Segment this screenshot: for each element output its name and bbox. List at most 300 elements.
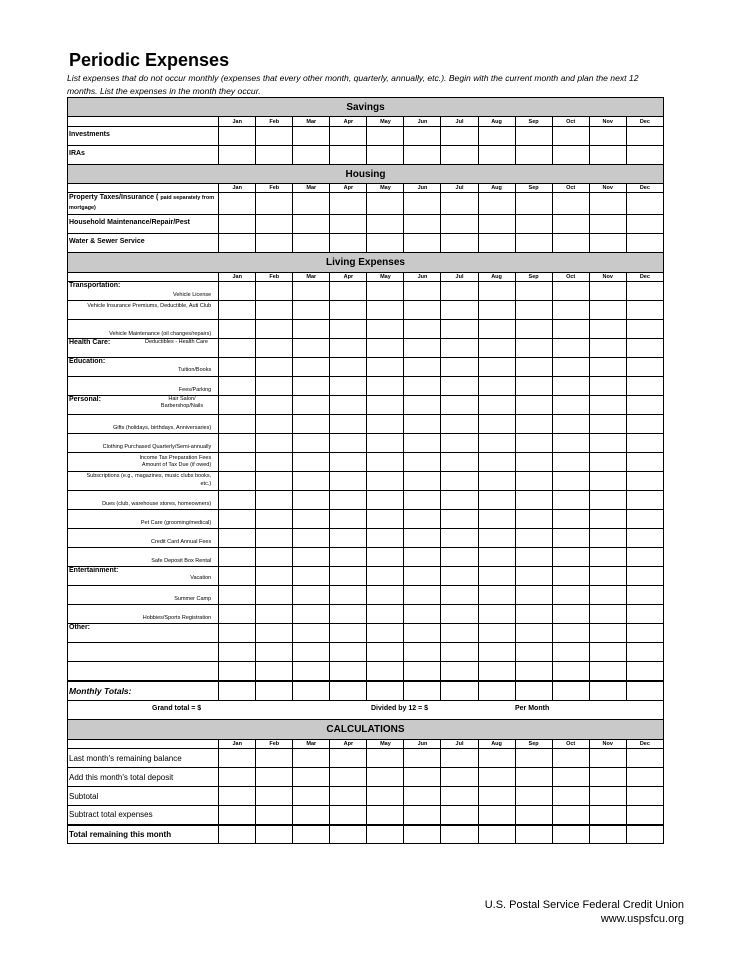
entry-cell-sep[interactable] [515,127,552,146]
entry-cell-may[interactable] [367,586,404,605]
entry-cell-jun[interactable] [404,529,441,548]
entry-cell-sep[interactable] [515,453,552,472]
entry-cell-jun[interactable] [404,339,441,358]
entry-cell-oct[interactable] [552,662,589,681]
entry-cell-nov[interactable] [589,358,626,377]
entry-cell-mar[interactable] [293,749,330,768]
entry-cell-dec[interactable] [626,548,663,567]
entry-cell-aug[interactable] [478,127,515,146]
entry-cell-jan[interactable] [219,215,256,234]
entry-cell-nov[interactable] [589,434,626,453]
entry-cell-jan[interactable] [219,768,256,787]
entry-cell-nov[interactable] [589,567,626,586]
entry-cell-nov[interactable] [589,377,626,396]
entry-cell-mar[interactable] [293,567,330,586]
entry-cell-aug[interactable] [478,415,515,434]
entry-cell-mar[interactable] [293,768,330,787]
entry-cell-oct[interactable] [552,358,589,377]
entry-cell-may[interactable] [367,825,404,844]
entry-cell-apr[interactable] [330,548,367,567]
entry-cell-jul[interactable] [441,567,478,586]
entry-cell-dec[interactable] [626,193,663,215]
entry-cell-jul[interactable] [441,396,478,415]
entry-cell-feb[interactable] [256,320,293,339]
entry-cell-apr[interactable] [330,825,367,844]
entry-cell-nov[interactable] [589,787,626,806]
entry-cell-jan[interactable] [219,358,256,377]
entry-cell-jan[interactable] [219,472,256,491]
entry-cell-nov[interactable] [589,605,626,624]
entry-cell-mar[interactable] [293,605,330,624]
entry-cell-apr[interactable] [330,358,367,377]
entry-cell-apr[interactable] [330,643,367,662]
entry-cell-mar[interactable] [293,806,330,825]
entry-cell-mar[interactable] [293,787,330,806]
entry-cell-mar[interactable] [293,681,330,701]
entry-cell-oct[interactable] [552,586,589,605]
entry-cell-jun[interactable] [404,681,441,701]
entry-cell-oct[interactable] [552,825,589,844]
entry-cell-nov[interactable] [589,215,626,234]
entry-cell-jul[interactable] [441,605,478,624]
entry-cell-nov[interactable] [589,472,626,491]
entry-cell-may[interactable] [367,529,404,548]
entry-cell-sep[interactable] [515,586,552,605]
entry-cell-apr[interactable] [330,396,367,415]
entry-cell-jun[interactable] [404,146,441,165]
entry-cell-apr[interactable] [330,146,367,165]
entry-cell-apr[interactable] [330,567,367,586]
entry-cell-apr[interactable] [330,605,367,624]
entry-cell-jul[interactable] [441,301,478,320]
entry-cell-jun[interactable] [404,624,441,643]
entry-cell-apr[interactable] [330,453,367,472]
entry-cell-feb[interactable] [256,662,293,681]
entry-cell-jan[interactable] [219,681,256,701]
entry-cell-aug[interactable] [478,806,515,825]
entry-cell-jan[interactable] [219,605,256,624]
entry-cell-feb[interactable] [256,825,293,844]
entry-cell-feb[interactable] [256,453,293,472]
entry-cell-jan[interactable] [219,624,256,643]
entry-cell-jan[interactable] [219,234,256,253]
entry-cell-sep[interactable] [515,662,552,681]
entry-cell-jul[interactable] [441,377,478,396]
entry-cell-may[interactable] [367,193,404,215]
entry-cell-jun[interactable] [404,643,441,662]
entry-cell-dec[interactable] [626,339,663,358]
entry-cell-jun[interactable] [404,548,441,567]
entry-cell-may[interactable] [367,491,404,510]
entry-cell-apr[interactable] [330,681,367,701]
entry-cell-dec[interactable] [626,377,663,396]
entry-cell-feb[interactable] [256,193,293,215]
entry-cell-jan[interactable] [219,320,256,339]
entry-cell-sep[interactable] [515,806,552,825]
entry-cell-jan[interactable] [219,491,256,510]
entry-cell-jul[interactable] [441,127,478,146]
entry-cell-feb[interactable] [256,434,293,453]
entry-cell-aug[interactable] [478,605,515,624]
entry-cell-mar[interactable] [293,529,330,548]
entry-cell-sep[interactable] [515,320,552,339]
entry-cell-oct[interactable] [552,643,589,662]
entry-cell-oct[interactable] [552,146,589,165]
entry-cell-jan[interactable] [219,396,256,415]
entry-cell-jul[interactable] [441,548,478,567]
entry-cell-oct[interactable] [552,768,589,787]
entry-cell-sep[interactable] [515,605,552,624]
entry-cell-sep[interactable] [515,377,552,396]
entry-cell-feb[interactable] [256,282,293,301]
entry-cell-jul[interactable] [441,825,478,844]
entry-cell-aug[interactable] [478,282,515,301]
entry-cell-sep[interactable] [515,396,552,415]
entry-cell-apr[interactable] [330,662,367,681]
entry-cell-mar[interactable] [293,825,330,844]
entry-cell-sep[interactable] [515,529,552,548]
entry-cell-apr[interactable] [330,234,367,253]
entry-cell-jul[interactable] [441,529,478,548]
entry-cell-jul[interactable] [441,624,478,643]
entry-cell-sep[interactable] [515,234,552,253]
entry-cell-nov[interactable] [589,453,626,472]
entry-cell-mar[interactable] [293,301,330,320]
entry-cell-oct[interactable] [552,491,589,510]
entry-cell-nov[interactable] [589,415,626,434]
entry-cell-sep[interactable] [515,146,552,165]
entry-cell-mar[interactable] [293,377,330,396]
entry-cell-mar[interactable] [293,358,330,377]
entry-cell-mar[interactable] [293,127,330,146]
entry-cell-dec[interactable] [626,396,663,415]
entry-cell-aug[interactable] [478,529,515,548]
entry-cell-dec[interactable] [626,127,663,146]
entry-cell-dec[interactable] [626,234,663,253]
entry-cell-feb[interactable] [256,510,293,529]
entry-cell-dec[interactable] [626,624,663,643]
entry-cell-oct[interactable] [552,605,589,624]
entry-cell-dec[interactable] [626,510,663,529]
entry-cell-jul[interactable] [441,234,478,253]
entry-cell-dec[interactable] [626,681,663,701]
entry-cell-sep[interactable] [515,681,552,701]
entry-cell-dec[interactable] [626,749,663,768]
entry-cell-jun[interactable] [404,358,441,377]
entry-cell-may[interactable] [367,806,404,825]
entry-cell-dec[interactable] [626,605,663,624]
entry-cell-mar[interactable] [293,339,330,358]
entry-cell-dec[interactable] [626,146,663,165]
entry-cell-may[interactable] [367,320,404,339]
entry-cell-dec[interactable] [626,662,663,681]
entry-cell-may[interactable] [367,548,404,567]
entry-cell-oct[interactable] [552,787,589,806]
entry-cell-feb[interactable] [256,396,293,415]
entry-cell-feb[interactable] [256,787,293,806]
entry-cell-dec[interactable] [626,320,663,339]
entry-cell-may[interactable] [367,358,404,377]
entry-cell-jan[interactable] [219,415,256,434]
entry-cell-jul[interactable] [441,681,478,701]
entry-cell-jun[interactable] [404,472,441,491]
entry-cell-jul[interactable] [441,749,478,768]
entry-cell-dec[interactable] [626,806,663,825]
entry-cell-oct[interactable] [552,472,589,491]
entry-cell-sep[interactable] [515,749,552,768]
entry-cell-nov[interactable] [589,339,626,358]
entry-cell-jan[interactable] [219,806,256,825]
entry-cell-jul[interactable] [441,453,478,472]
entry-cell-jul[interactable] [441,806,478,825]
entry-cell-aug[interactable] [478,146,515,165]
entry-cell-aug[interactable] [478,491,515,510]
entry-cell-feb[interactable] [256,681,293,701]
entry-cell-sep[interactable] [515,193,552,215]
entry-cell-jun[interactable] [404,586,441,605]
entry-cell-oct[interactable] [552,806,589,825]
entry-cell-jun[interactable] [404,282,441,301]
entry-cell-jul[interactable] [441,358,478,377]
entry-cell-mar[interactable] [293,193,330,215]
entry-cell-nov[interactable] [589,586,626,605]
entry-cell-apr[interactable] [330,215,367,234]
entry-cell-feb[interactable] [256,215,293,234]
entry-cell-feb[interactable] [256,749,293,768]
entry-cell-nov[interactable] [589,127,626,146]
entry-cell-dec[interactable] [626,825,663,844]
entry-cell-apr[interactable] [330,320,367,339]
entry-cell-apr[interactable] [330,491,367,510]
entry-cell-sep[interactable] [515,624,552,643]
entry-cell-jan[interactable] [219,643,256,662]
entry-cell-nov[interactable] [589,806,626,825]
entry-cell-jan[interactable] [219,586,256,605]
entry-cell-jun[interactable] [404,215,441,234]
entry-cell-jan[interactable] [219,749,256,768]
entry-cell-sep[interactable] [515,339,552,358]
entry-cell-sep[interactable] [515,643,552,662]
entry-cell-dec[interactable] [626,787,663,806]
entry-cell-nov[interactable] [589,548,626,567]
entry-cell-sep[interactable] [515,787,552,806]
entry-cell-jun[interactable] [404,491,441,510]
entry-cell-dec[interactable] [626,567,663,586]
entry-cell-jul[interactable] [441,193,478,215]
entry-cell-apr[interactable] [330,472,367,491]
entry-cell-dec[interactable] [626,491,663,510]
entry-cell-jan[interactable] [219,787,256,806]
entry-cell-apr[interactable] [330,282,367,301]
entry-cell-sep[interactable] [515,434,552,453]
entry-cell-feb[interactable] [256,301,293,320]
entry-cell-nov[interactable] [589,193,626,215]
entry-cell-sep[interactable] [515,472,552,491]
entry-cell-may[interactable] [367,643,404,662]
entry-cell-dec[interactable] [626,453,663,472]
entry-cell-jun[interactable] [404,320,441,339]
entry-cell-mar[interactable] [293,396,330,415]
entry-cell-apr[interactable] [330,787,367,806]
entry-cell-mar[interactable] [293,453,330,472]
entry-cell-mar[interactable] [293,586,330,605]
entry-cell-aug[interactable] [478,193,515,215]
entry-cell-jan[interactable] [219,282,256,301]
entry-cell-apr[interactable] [330,510,367,529]
entry-cell-nov[interactable] [589,749,626,768]
entry-cell-dec[interactable] [626,586,663,605]
entry-cell-jun[interactable] [404,234,441,253]
entry-cell-jun[interactable] [404,749,441,768]
entry-cell-sep[interactable] [515,510,552,529]
entry-cell-jan[interactable] [219,548,256,567]
entry-cell-sep[interactable] [515,491,552,510]
entry-cell-jan[interactable] [219,567,256,586]
entry-cell-jan[interactable] [219,377,256,396]
entry-cell-mar[interactable] [293,643,330,662]
entry-cell-aug[interactable] [478,681,515,701]
entry-cell-jul[interactable] [441,434,478,453]
entry-cell-aug[interactable] [478,787,515,806]
entry-cell-may[interactable] [367,787,404,806]
entry-cell-aug[interactable] [478,567,515,586]
entry-cell-dec[interactable] [626,358,663,377]
entry-cell-aug[interactable] [478,548,515,567]
entry-cell-may[interactable] [367,396,404,415]
entry-cell-mar[interactable] [293,472,330,491]
entry-cell-feb[interactable] [256,491,293,510]
entry-cell-oct[interactable] [552,624,589,643]
entry-cell-apr[interactable] [330,339,367,358]
entry-cell-feb[interactable] [256,567,293,586]
entry-cell-nov[interactable] [589,146,626,165]
entry-cell-mar[interactable] [293,624,330,643]
entry-cell-oct[interactable] [552,282,589,301]
entry-cell-jan[interactable] [219,301,256,320]
entry-cell-may[interactable] [367,215,404,234]
entry-cell-jun[interactable] [404,301,441,320]
entry-cell-jul[interactable] [441,339,478,358]
entry-cell-aug[interactable] [478,453,515,472]
entry-cell-oct[interactable] [552,396,589,415]
entry-cell-apr[interactable] [330,586,367,605]
entry-cell-aug[interactable] [478,510,515,529]
entry-cell-jan[interactable] [219,825,256,844]
entry-cell-apr[interactable] [330,749,367,768]
entry-cell-aug[interactable] [478,339,515,358]
entry-cell-sep[interactable] [515,415,552,434]
entry-cell-feb[interactable] [256,548,293,567]
entry-cell-mar[interactable] [293,234,330,253]
entry-cell-mar[interactable] [293,215,330,234]
entry-cell-aug[interactable] [478,434,515,453]
entry-cell-mar[interactable] [293,146,330,165]
entry-cell-oct[interactable] [552,127,589,146]
entry-cell-may[interactable] [367,567,404,586]
entry-cell-apr[interactable] [330,127,367,146]
entry-cell-sep[interactable] [515,215,552,234]
entry-cell-jun[interactable] [404,510,441,529]
entry-cell-aug[interactable] [478,624,515,643]
entry-cell-jan[interactable] [219,193,256,215]
entry-cell-jul[interactable] [441,510,478,529]
entry-cell-sep[interactable] [515,358,552,377]
entry-cell-may[interactable] [367,749,404,768]
entry-cell-oct[interactable] [552,510,589,529]
entry-cell-oct[interactable] [552,529,589,548]
entry-cell-jul[interactable] [441,472,478,491]
entry-cell-nov[interactable] [589,624,626,643]
entry-cell-oct[interactable] [552,215,589,234]
entry-cell-jan[interactable] [219,339,256,358]
entry-cell-feb[interactable] [256,768,293,787]
entry-cell-mar[interactable] [293,491,330,510]
entry-cell-feb[interactable] [256,529,293,548]
entry-cell-feb[interactable] [256,146,293,165]
entry-cell-apr[interactable] [330,377,367,396]
entry-cell-mar[interactable] [293,320,330,339]
entry-cell-nov[interactable] [589,825,626,844]
entry-cell-jan[interactable] [219,453,256,472]
entry-cell-nov[interactable] [589,768,626,787]
entry-cell-may[interactable] [367,146,404,165]
entry-cell-may[interactable] [367,282,404,301]
entry-cell-oct[interactable] [552,301,589,320]
entry-cell-jul[interactable] [441,643,478,662]
entry-cell-apr[interactable] [330,415,367,434]
entry-cell-jun[interactable] [404,768,441,787]
entry-cell-jun[interactable] [404,662,441,681]
entry-cell-aug[interactable] [478,768,515,787]
entry-cell-oct[interactable] [552,548,589,567]
entry-cell-dec[interactable] [626,768,663,787]
entry-cell-dec[interactable] [626,529,663,548]
entry-cell-may[interactable] [367,234,404,253]
entry-cell-may[interactable] [367,624,404,643]
entry-cell-apr[interactable] [330,301,367,320]
entry-cell-jun[interactable] [404,453,441,472]
entry-cell-dec[interactable] [626,215,663,234]
entry-cell-aug[interactable] [478,358,515,377]
entry-cell-nov[interactable] [589,529,626,548]
entry-cell-aug[interactable] [478,215,515,234]
entry-cell-mar[interactable] [293,548,330,567]
entry-cell-jul[interactable] [441,282,478,301]
entry-cell-jul[interactable] [441,146,478,165]
entry-cell-jun[interactable] [404,377,441,396]
entry-cell-may[interactable] [367,301,404,320]
entry-cell-nov[interactable] [589,396,626,415]
entry-cell-feb[interactable] [256,127,293,146]
entry-cell-dec[interactable] [626,282,663,301]
entry-cell-nov[interactable] [589,662,626,681]
entry-cell-jun[interactable] [404,806,441,825]
entry-cell-jul[interactable] [441,320,478,339]
entry-cell-oct[interactable] [552,415,589,434]
entry-cell-sep[interactable] [515,548,552,567]
entry-cell-jun[interactable] [404,127,441,146]
entry-cell-nov[interactable] [589,510,626,529]
entry-cell-oct[interactable] [552,377,589,396]
entry-cell-mar[interactable] [293,415,330,434]
entry-cell-nov[interactable] [589,681,626,701]
entry-cell-jul[interactable] [441,787,478,806]
entry-cell-jun[interactable] [404,567,441,586]
entry-cell-may[interactable] [367,768,404,787]
entry-cell-nov[interactable] [589,282,626,301]
entry-cell-nov[interactable] [589,234,626,253]
entry-cell-feb[interactable] [256,472,293,491]
